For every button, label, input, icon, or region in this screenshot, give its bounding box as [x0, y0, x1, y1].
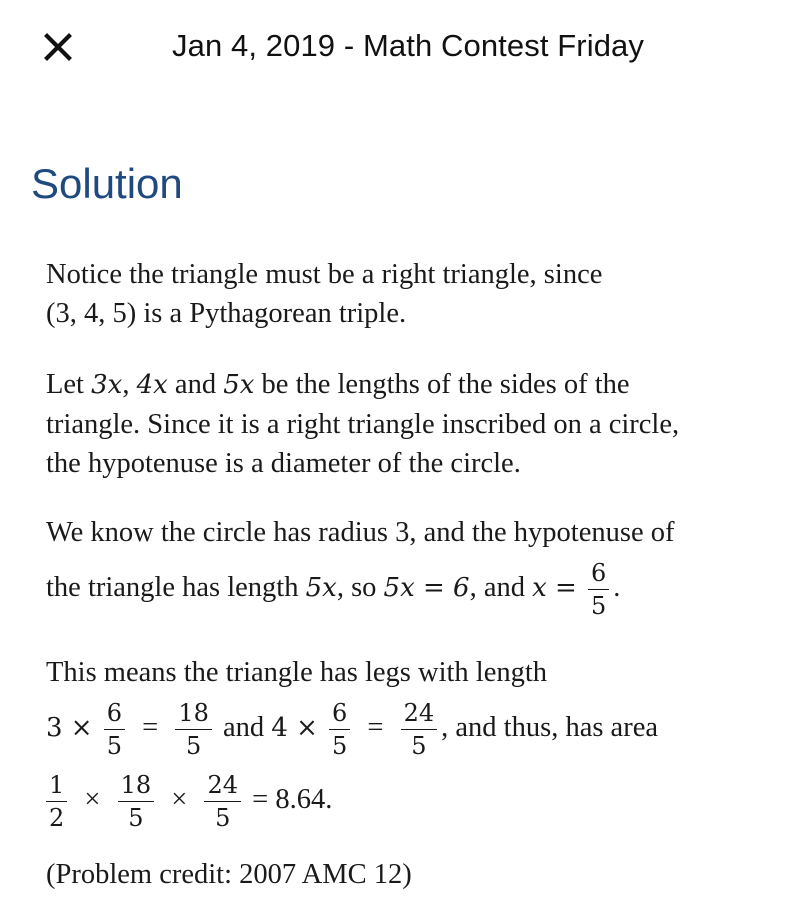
area-den-1: 2	[49, 804, 65, 833]
paragraph-1	[46, 255, 602, 333]
equals-sign: =	[367, 712, 384, 743]
area-den-2: 5	[128, 804, 144, 833]
p3-so: , so	[336, 572, 377, 603]
area-den-3: 5	[215, 804, 231, 833]
leg2-num: 6	[332, 698, 348, 727]
p1-line1: Notice the triangle must be a right triangle, since	[46, 259, 603, 290]
p2-side-1: 3x	[91, 370, 123, 400]
area-num-3: 24	[207, 770, 239, 799]
paragraph-3	[46, 513, 675, 624]
p3-line1a: We know the circle has radius	[46, 517, 388, 548]
area-num-1: 1	[49, 770, 65, 799]
leg1-result-fraction	[175, 698, 212, 761]
p2-side-2: 4x	[136, 370, 168, 400]
area-num-2: 18	[120, 770, 152, 799]
leg1-fraction	[104, 698, 125, 761]
p3-len: 5x	[305, 573, 337, 603]
leg2-den: 5	[332, 732, 348, 761]
leg2-coef: 4 ×	[271, 713, 318, 743]
leg2-res-num: 24	[403, 698, 435, 727]
p1-rest: is a Pythagorean triple.	[143, 298, 407, 329]
problem-credit: (Problem credit: 2007 AMC 12)	[46, 859, 412, 890]
p2-rest1: be the lengths of the sides of the	[261, 369, 630, 400]
leg2-res-den: 5	[411, 732, 427, 761]
area-fraction-2	[118, 770, 155, 833]
close-button[interactable]	[40, 29, 76, 65]
p3-line2a: the triangle has length	[46, 572, 299, 603]
p2-side-3: 5x	[223, 370, 255, 400]
leg1-num: 6	[106, 698, 122, 727]
p4-and: and	[223, 712, 265, 743]
p4-legs-line	[46, 692, 658, 764]
leg2-fraction	[329, 698, 350, 761]
area-fraction-3	[204, 770, 241, 833]
p3-eq1: 5x = 6	[383, 573, 470, 603]
p3-line1b: , and the hypotenuse of	[409, 517, 675, 548]
area-fraction-1	[46, 770, 67, 833]
solution-heading: Solution	[31, 160, 183, 207]
p3-xeq: x =	[532, 573, 577, 603]
p2-let: Let	[46, 369, 84, 400]
leg2-result-fraction	[401, 698, 438, 761]
p1-triple: (3, 4, 5)	[46, 298, 137, 329]
times-sign: ×	[84, 784, 101, 815]
leg1-res-num: 18	[178, 698, 209, 727]
close-icon	[43, 32, 73, 62]
times-sign: ×	[171, 784, 188, 815]
p4-tail: , and thus, has area	[441, 712, 658, 743]
leg1-den: 5	[106, 732, 122, 761]
p3-fraction	[588, 558, 609, 621]
p4-area-line	[46, 764, 658, 836]
p3-line2	[46, 552, 675, 624]
p3-end: .	[613, 572, 621, 603]
paragraph-2: Let 3x, 4x and 5x be the lengths of the sides of the triangle. Since it is a right triangle inscribed on a circle, the hypotenuse is a diameter of the circle.	[46, 369, 680, 479]
area-result: = 8.64.	[252, 784, 333, 815]
header-bar	[0, 0, 800, 95]
page-title: Jan 4, 2019 - Math Contest Friday	[172, 28, 644, 63]
paragraph-4	[46, 653, 658, 836]
p3-frac-num: 6	[590, 558, 607, 587]
p2-line3: the hypotenuse is a diameter of the circle.	[46, 448, 521, 479]
p3-radius: 3	[395, 517, 410, 548]
p4-line1: This means the triangle has legs with length	[46, 657, 548, 688]
p3-and: , and	[469, 572, 525, 603]
leg1-res-den: 5	[185, 732, 202, 761]
leg1-coef: 3 ×	[46, 713, 93, 743]
equals-sign: =	[142, 712, 159, 743]
p2-and: and	[174, 369, 217, 400]
p2-line2: triangle. Since it is a right triangle inscribed on a circle,	[46, 409, 680, 440]
p3-frac-den: 5	[590, 592, 607, 621]
